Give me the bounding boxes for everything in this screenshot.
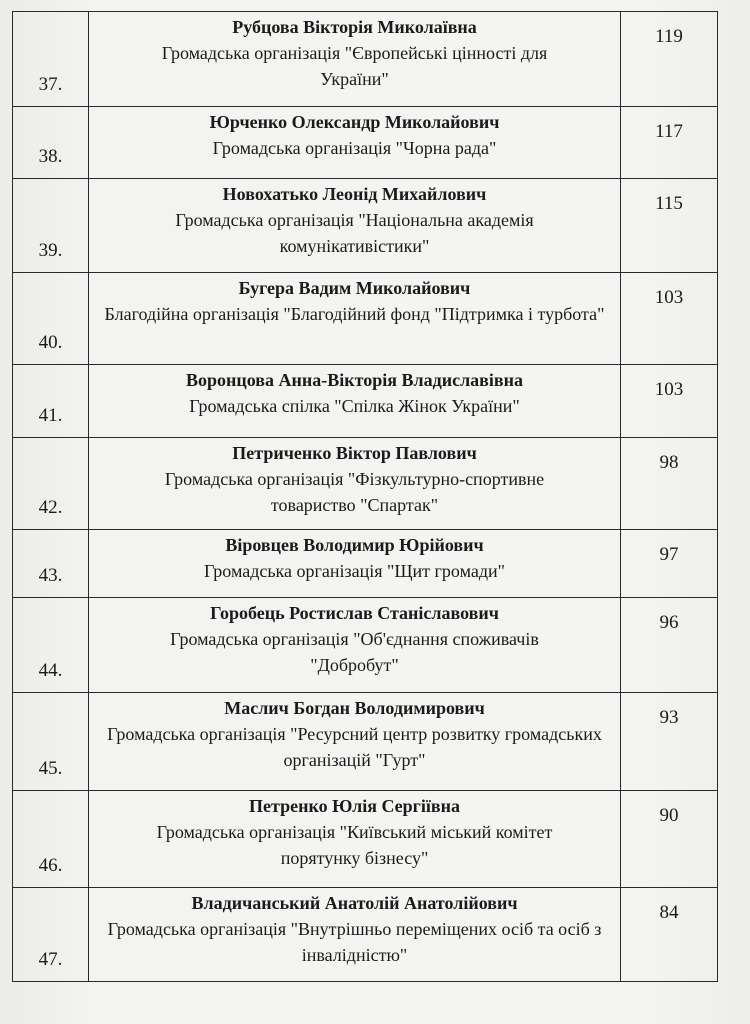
candidate-name: Новохатько Леонід Михайлович: [222, 184, 487, 204]
table-row: [13, 530, 718, 598]
candidate-cell: [89, 179, 621, 273]
score-value: 93: [621, 693, 718, 791]
row-number: 41.: [13, 365, 89, 438]
candidate-cell: [89, 365, 621, 438]
score-value: 117: [621, 107, 718, 179]
score-value: 97: [621, 530, 718, 598]
row-number: 38.: [13, 107, 89, 179]
candidate-name: Петриченко Віктор Павлович: [232, 443, 477, 463]
candidate-name: Рубцова Вікторія Миколаївна: [232, 17, 477, 37]
score-value: 98: [621, 438, 718, 530]
candidate-name: Маслич Богдан Володимирович: [224, 698, 485, 718]
organization-name: Громадська організація "Європейські цінності для України": [161, 43, 548, 89]
table-row: [13, 888, 718, 982]
candidate-cell: [89, 791, 621, 888]
candidate-name: Воронцова Анна-Вікторія Владиславівна: [186, 370, 523, 390]
candidate-name: Віровцев Володимир Юрійович: [225, 535, 484, 555]
organization-name: Громадська спілка "Спілка Жінок України": [189, 396, 520, 416]
candidate-cell: [89, 107, 621, 179]
score-value: 103: [621, 273, 718, 365]
organization-name: Громадська організація "Національна академія комунікативістики": [175, 210, 534, 256]
row-number: 44.: [13, 598, 89, 693]
row-number: 45.: [13, 693, 89, 791]
candidate-cell: [89, 12, 621, 107]
candidate-cell: [89, 888, 621, 982]
candidate-cell: [89, 273, 621, 365]
organization-name: Громадська організація "Фізкультурно-спортивне товариство "Спартак": [164, 469, 545, 515]
organization-name: Громадська організація "Об'єднання споживачів "Добробут": [170, 629, 539, 675]
table-row: [13, 273, 718, 365]
row-number: 40.: [13, 273, 89, 365]
candidate-cell: [89, 693, 621, 791]
organization-name: Громадська організація "Щит громади": [204, 561, 505, 581]
score-value: 103: [621, 365, 718, 438]
candidate-name: Юрченко Олександр Миколайович: [209, 112, 500, 132]
candidate-name: Бугера Вадим Миколайович: [238, 278, 471, 298]
table-row: [13, 107, 718, 179]
candidate-name: Владичанський Анатолій Анатолійович: [191, 893, 518, 913]
candidate-table: [12, 11, 718, 982]
organization-name: Громадська організація "Чорна рада": [212, 138, 497, 158]
score-value: 84: [621, 888, 718, 982]
table-row: [13, 12, 718, 107]
score-value: 90: [621, 791, 718, 888]
candidate-name: Горобець Ростислав Станіславович: [210, 603, 499, 623]
table-row: [13, 179, 718, 273]
table-row: [13, 693, 718, 791]
row-number: 39.: [13, 179, 89, 273]
organization-name: Громадська організація "Ресурсний центр розвитку громадських організацій "Гурт": [107, 724, 602, 770]
table-row: [13, 791, 718, 888]
candidate-cell: [89, 438, 621, 530]
row-number: 46.: [13, 791, 89, 888]
row-number: 43.: [13, 530, 89, 598]
score-value: 119: [621, 12, 718, 107]
table-row: [13, 598, 718, 693]
row-number: 37.: [13, 12, 89, 107]
table-row: [13, 438, 718, 530]
score-value: 115: [621, 179, 718, 273]
candidate-cell: [89, 598, 621, 693]
row-number: 42.: [13, 438, 89, 530]
candidate-cell: [89, 530, 621, 598]
candidate-name: Петренко Юлія Сергіївна: [249, 796, 460, 816]
row-number: 47.: [13, 888, 89, 982]
organization-name: Громадська організація "Внутрішньо переміщених осіб та осіб з інвалідністю": [107, 919, 602, 965]
table-row: [13, 365, 718, 438]
organization-name: Благодійна організація "Благодійний фонд "Підтримка і турбота": [104, 304, 605, 324]
score-value: 96: [621, 598, 718, 693]
organization-name: Громадська організація "Київський міський комітет порятунку бізнесу": [156, 822, 553, 868]
